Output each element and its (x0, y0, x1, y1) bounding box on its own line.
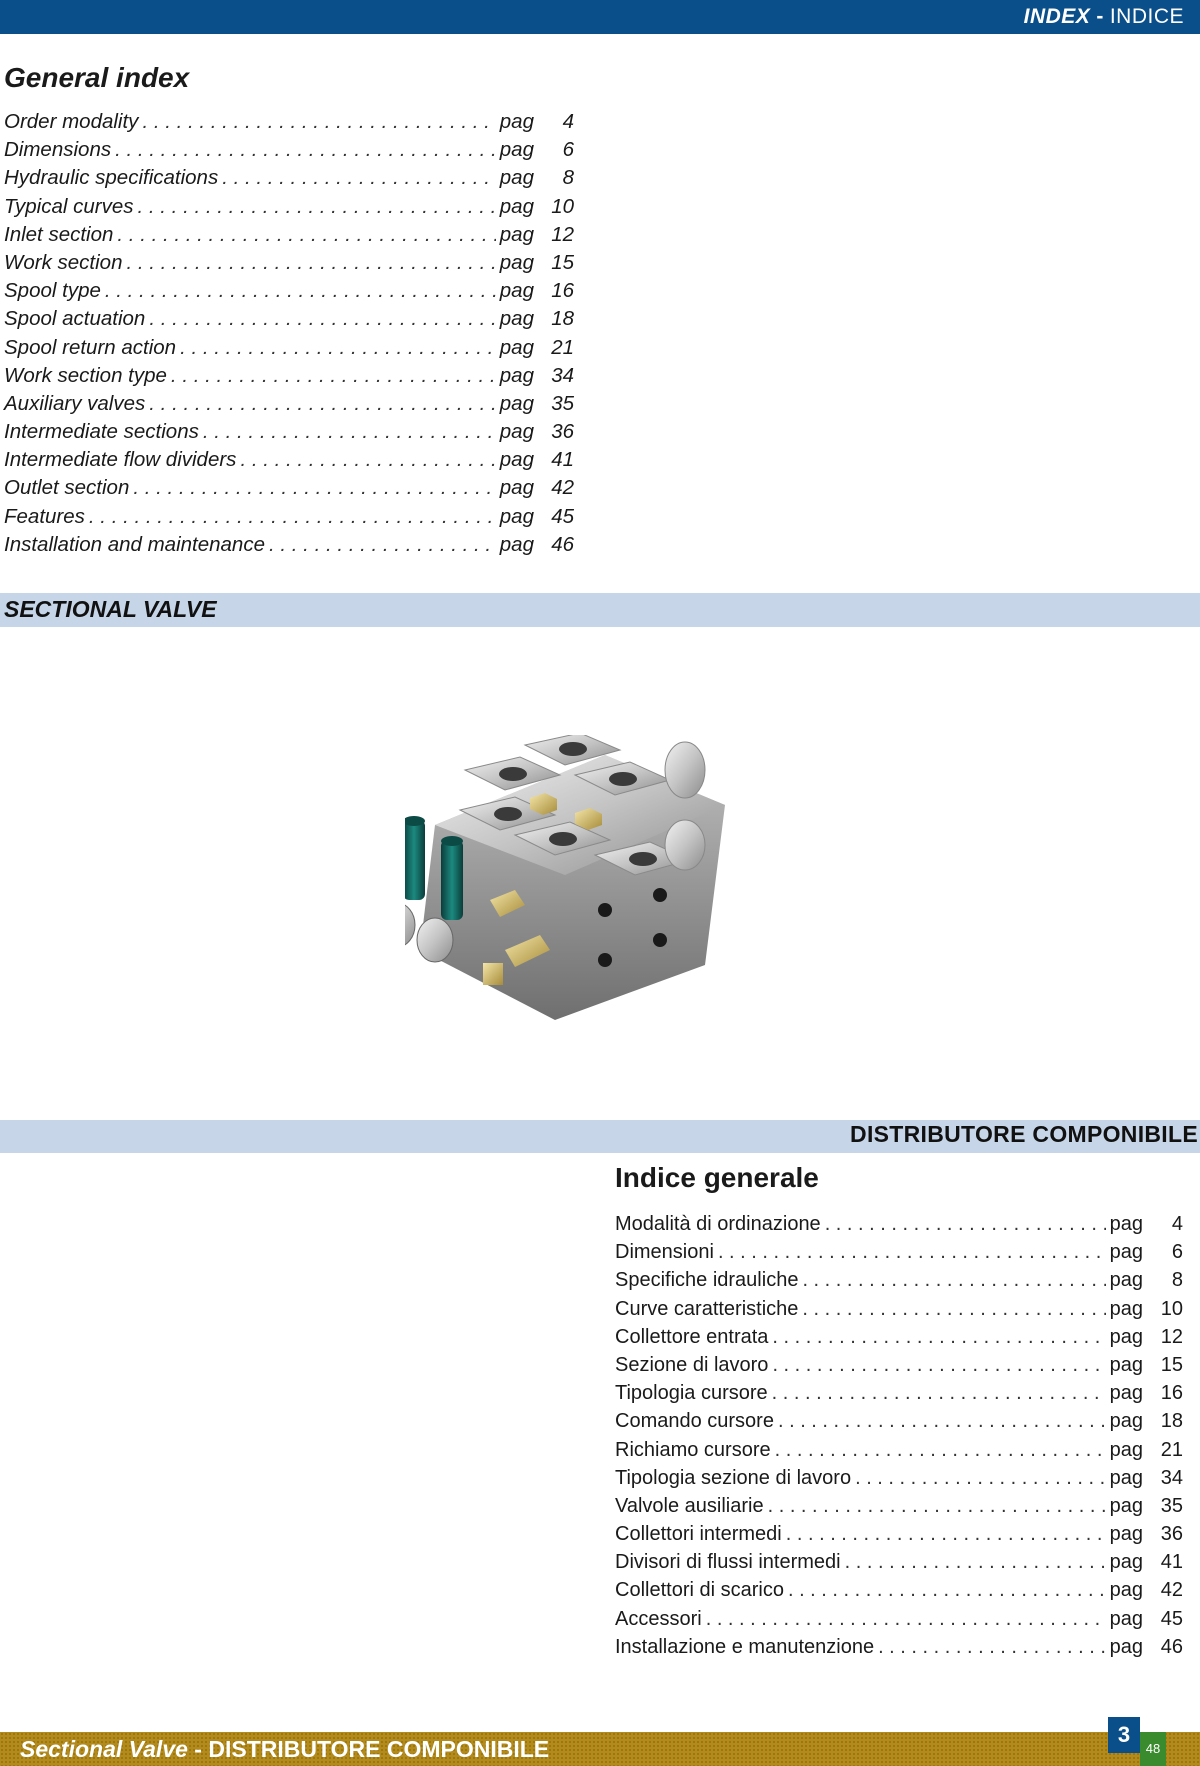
toc-entry[interactable] (615, 1266, 1183, 1294)
toc-entry[interactable] (615, 1464, 1183, 1492)
toc-entry-leader (768, 1492, 1106, 1520)
header-title (1024, 5, 1184, 29)
toc-entry-leader (180, 334, 496, 362)
toc-entry[interactable] (615, 1492, 1183, 1520)
toc-entry-page: 10 (1160, 1297, 1183, 1320)
toc-entry-label: Valvole ausiliarie (615, 1494, 764, 1517)
toc-entry-leader (105, 277, 496, 305)
toc-entry[interactable] (4, 390, 574, 418)
toc-entry[interactable] (4, 193, 574, 221)
toc-entry-pag: pag (1109, 1269, 1143, 1292)
toc-entry-leader (772, 1351, 1105, 1379)
toc-entry-page: 10 (551, 194, 574, 218)
toc-entry-label: Spool actuation (4, 307, 146, 331)
toc-entry-page: 45 (1160, 1607, 1183, 1630)
header-index-it: INDICE (1109, 5, 1184, 28)
page-number: 3 (1108, 1717, 1140, 1753)
toc-entry[interactable] (4, 503, 574, 531)
toc-entry-page: 34 (551, 363, 574, 387)
toc-entry[interactable] (4, 474, 574, 502)
toc-entry-page: 6 (1171, 1241, 1183, 1264)
toc-entry-label: Features (4, 504, 85, 528)
toc-entry-leader (89, 503, 496, 531)
toc-entry-pag: pag (1109, 1551, 1143, 1574)
header-separator: - (1096, 5, 1104, 28)
toc-entry[interactable] (615, 1407, 1183, 1435)
toc-entry-page: 6 (562, 138, 574, 162)
toc-entry-leader (126, 249, 495, 277)
toc-entry-pag: pag (1109, 1523, 1143, 1546)
toc-entry-page: 21 (551, 335, 574, 359)
toc-entry[interactable] (4, 305, 574, 333)
toc-entry-pag: pag (1109, 1410, 1143, 1433)
toc-entry-pag: pag (1109, 1438, 1143, 1461)
toc-entry-label: Inlet section (4, 222, 114, 246)
toc-entry-page: 35 (551, 391, 574, 415)
toc-entry-pag: pag (499, 250, 534, 274)
toc-entry-leader (802, 1266, 1105, 1294)
toc-entry-leader (240, 446, 495, 474)
toc-entry-pag: pag (499, 307, 534, 331)
toc-entry-page: 18 (1160, 1410, 1183, 1433)
toc-entry-label: Tipologia cursore (615, 1382, 768, 1405)
toc-entry-page: 18 (551, 307, 574, 331)
toc-entry-pag: pag (499, 138, 534, 162)
toc-entry[interactable] (615, 1238, 1183, 1266)
toc-entry-page: 46 (1160, 1635, 1183, 1658)
distributore-title: DISTRIBUTORE COMPONIBILE (850, 1121, 1198, 1147)
toc-entry-label: Collettori intermedi (615, 1523, 782, 1546)
indice-generale (615, 1162, 1183, 1661)
toc-entry-pag: pag (499, 532, 534, 556)
toc-entry[interactable] (615, 1548, 1183, 1576)
toc-entry-label: Dimensions (4, 138, 112, 162)
toc-entry-pag: pag (1109, 1297, 1143, 1320)
toc-entry-pag: pag (499, 335, 534, 359)
toc-entry-leader (855, 1464, 1106, 1492)
toc-entry-leader (138, 193, 496, 221)
toc-entry-pag: pag (499, 194, 534, 218)
toc-entry-page: 8 (562, 166, 574, 190)
toc-entry-pag: pag (499, 110, 534, 133)
toc-entry[interactable] (615, 1605, 1183, 1633)
indice-generale-title: Indice generale (615, 1162, 819, 1193)
toc-entry-page: 12 (1160, 1325, 1183, 1348)
toc-entry-label: Hydraulic specifications (4, 166, 219, 190)
toc-entry-leader (706, 1605, 1106, 1633)
toc-entry[interactable] (4, 249, 574, 277)
toc-entry-leader (775, 1436, 1106, 1464)
toc-entry-leader (149, 390, 496, 418)
toc-entry[interactable] (615, 1436, 1183, 1464)
toc-entry[interactable] (615, 1323, 1183, 1351)
toc-entry-page: 36 (1160, 1523, 1183, 1546)
toc-entry[interactable] (615, 1210, 1183, 1238)
toc-entry-label: Accessori (615, 1607, 702, 1630)
toc-entry-leader (142, 108, 495, 136)
toc-entry[interactable] (615, 1295, 1183, 1323)
toc-entry-pag: pag (1109, 1241, 1143, 1264)
toc-entry-leader (171, 362, 496, 390)
toc-entry-label: Installazione e manutenzione (615, 1635, 875, 1658)
toc-entry-label: Auxiliary valves (4, 391, 146, 415)
toc-entry[interactable] (4, 108, 574, 136)
toc-entry-leader (788, 1576, 1106, 1604)
toc-entry-pag: pag (1109, 1607, 1143, 1630)
toc-entry-label: Installation and maintenance (4, 532, 265, 556)
footer-separator: - (194, 1736, 202, 1762)
toc-entry-label: Work section (4, 250, 123, 274)
toc-entry[interactable] (615, 1379, 1183, 1407)
toc-entry[interactable] (4, 446, 574, 474)
toc-entry-pag: pag (1109, 1213, 1143, 1235)
toc-entry-page: 46 (551, 532, 574, 556)
toc-entry-page: 8 (1171, 1269, 1183, 1292)
toc-entry-pag: pag (499, 476, 534, 500)
toc-entry-label: Intermediate sections (4, 420, 199, 444)
toc-entry-pag: pag (1109, 1382, 1143, 1405)
toc-entry[interactable] (615, 1520, 1183, 1548)
toc-entry-page: 36 (551, 420, 574, 444)
toc-entry-page: 12 (551, 222, 574, 246)
toc-entry-label: Divisori di flussi intermedi (615, 1551, 841, 1574)
toc-entry-leader (203, 418, 496, 446)
toc-entry-leader (778, 1407, 1106, 1435)
toc-entry-leader (115, 136, 496, 164)
toc-entry-label: Order modality (4, 110, 139, 133)
toc-entry-page: 21 (1160, 1438, 1183, 1461)
toc-entry-pag: pag (499, 448, 534, 472)
toc-entry-leader (845, 1548, 1106, 1576)
toc-entry-pag: pag (1109, 1325, 1143, 1348)
toc-entry-label: Richiamo cursore (615, 1438, 771, 1461)
toc-entry[interactable] (4, 334, 574, 362)
toc-entry-label: Specifiche idrauliche (615, 1269, 799, 1292)
toc-entry-page: 4 (562, 110, 574, 133)
toc-entry[interactable] (4, 362, 574, 390)
toc-entry-pag: pag (499, 222, 534, 246)
toc-entry-label: Spool type (4, 279, 101, 303)
toc-entry-page: 41 (1160, 1551, 1183, 1574)
toc-entry-page: 4 (1171, 1213, 1183, 1235)
toc-entry[interactable] (4, 164, 574, 192)
toc-entry-label: Dimensioni (615, 1241, 714, 1264)
toc-entry-label: Modalità di ordinazione (615, 1213, 821, 1235)
toc-entry-page: 35 (1160, 1494, 1183, 1517)
toc-entry-label: Tipologia sezione di lavoro (615, 1466, 852, 1489)
general-index (4, 62, 574, 559)
toc-entry-leader (149, 305, 495, 333)
toc-entry-leader (269, 531, 496, 559)
toc-entry-label: Collettore entrata (615, 1325, 769, 1348)
general-index-list (4, 108, 574, 559)
toc-entry-leader (802, 1295, 1105, 1323)
toc-entry-pag: pag (499, 420, 534, 444)
toc-entry-leader (133, 474, 495, 502)
toc-entry-page: 16 (1160, 1382, 1183, 1405)
sectional-valve-title: SECTIONAL VALVE (4, 596, 217, 622)
toc-entry-label: Sezione di lavoro (615, 1353, 769, 1376)
toc-entry-pag: pag (1109, 1494, 1143, 1517)
indice-generale-list (615, 1210, 1183, 1661)
toc-entry[interactable] (4, 531, 574, 559)
toc-entry-leader (718, 1238, 1106, 1266)
toc-entry[interactable] (4, 418, 574, 446)
toc-entry-label: Intermediate flow dividers (4, 448, 237, 472)
toc-entry[interactable] (615, 1351, 1183, 1379)
sectional-valve-image (405, 735, 785, 1025)
toc-entry-page: 45 (551, 504, 574, 528)
sectional-valve-band (0, 593, 1200, 627)
toc-entry-page: 15 (551, 250, 574, 274)
toc-entry-pag: pag (499, 391, 534, 415)
toc-entry-leader (772, 1323, 1105, 1351)
toc-entry-leader (878, 1633, 1106, 1661)
toc-entry[interactable] (615, 1633, 1183, 1661)
toc-entry-label: Collettori di scarico (615, 1579, 784, 1602)
toc-entry[interactable] (4, 221, 574, 249)
toc-entry-label: Curve caratteristiche (615, 1297, 799, 1320)
toc-entry[interactable] (615, 1576, 1183, 1604)
toc-entry-leader (825, 1210, 1106, 1238)
toc-entry-pag: pag (1109, 1635, 1143, 1658)
toc-entry-page: 15 (1160, 1353, 1183, 1376)
footer-title (20, 1736, 549, 1763)
toc-entry-leader (117, 221, 495, 249)
footer-title-it: DISTRIBUTORE COMPONIBILE (208, 1736, 550, 1762)
toc-entry-label: Spool return action (4, 335, 177, 359)
toc-entry-pag: pag (1109, 1466, 1143, 1489)
footer-title-en: Sectional Valve (20, 1736, 188, 1762)
toc-entry-label: Typical curves (4, 194, 134, 218)
toc-entry-label: Work section type (4, 363, 167, 387)
toc-entry-leader (772, 1379, 1106, 1407)
toc-entry[interactable] (4, 136, 574, 164)
toc-entry-page: 16 (551, 279, 574, 303)
toc-entry-pag: pag (499, 279, 534, 303)
toc-entry-label: Comando cursore (615, 1410, 774, 1433)
toc-entry-label: Outlet section (4, 476, 130, 500)
general-index-title: General index (4, 62, 190, 93)
toc-entry-page: 41 (551, 448, 574, 472)
toc-entry-pag: pag (1109, 1579, 1143, 1602)
toc-entry-leader (222, 164, 496, 192)
toc-entry-pag: pag (499, 363, 534, 387)
toc-entry-page: 34 (1160, 1466, 1183, 1489)
toc-entry-pag: pag (499, 166, 534, 190)
toc-entry-page: 42 (1160, 1579, 1183, 1602)
toc-entry-leader (786, 1520, 1106, 1548)
toc-entry-page: 42 (551, 476, 574, 500)
toc-entry-pag: pag (1109, 1353, 1143, 1376)
header-index-en: INDEX (1023, 5, 1091, 28)
toc-entry-pag: pag (499, 504, 534, 528)
page-number-small: 48 (1140, 1732, 1166, 1766)
header-bar (0, 0, 1200, 34)
toc-entry[interactable] (4, 277, 574, 305)
